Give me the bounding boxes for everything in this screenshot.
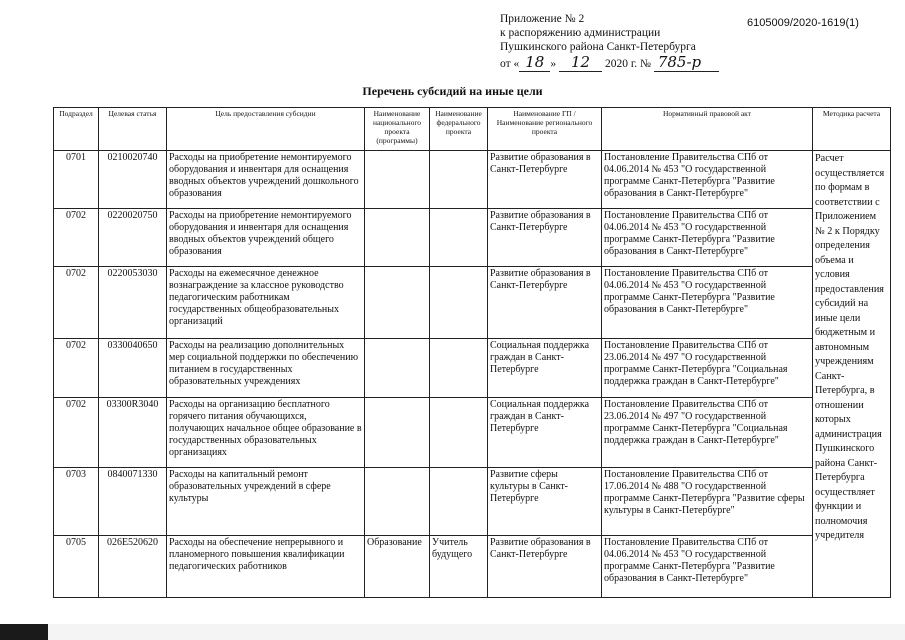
- cell-national: [365, 468, 430, 536]
- cell-subsection: 0703: [54, 468, 99, 536]
- table-row: [54, 536, 891, 598]
- scan-bottom-edge: [0, 624, 905, 640]
- appendix-number: Приложение № 2: [500, 13, 585, 25]
- subsidies-table: [53, 107, 891, 598]
- cell-article: 0210020740: [99, 151, 167, 209]
- date-year: 2020 г. №: [604, 58, 651, 70]
- cell-method: Расчет осуществляется по формам в соответствии с Приложением № 2 к Порядку определения объема и условия предоставления субсидий на иные цели бюджетным и автономным учреждениям Санкт-Петербурга, в отношении которых администрация Пушкинского района Санкт-Петербурга осуществляет функции и полномочия учредителя: [813, 151, 891, 598]
- table-row: [54, 267, 891, 339]
- cell-program: Развитие образования в Санкт-Петербурге: [488, 267, 602, 339]
- cell-subsection: 0702: [54, 267, 99, 339]
- table-row: [54, 398, 891, 468]
- cell-act: Постановление Правительства СПб от 04.06.2014 № 453 "О государственной программе Санкт-Петербурга "Развитие образования в Санкт-Петербурге": [602, 209, 813, 267]
- cell-national: Образование: [365, 536, 430, 598]
- date-month: 12: [559, 53, 602, 72]
- cell-article: 0220053030: [99, 267, 167, 339]
- cell-act: Постановление Правительства СПб от 23.06.2014 № 497 "О государственной программе Санкт-Петербурга "Социальная поддержка граждан в Санкт-Петербурге": [602, 398, 813, 468]
- col-header-method: Методика расчета: [813, 108, 891, 151]
- appendix-line-2: к распоряжению администрации: [500, 27, 661, 39]
- cell-goal: Расходы на реализацию дополнительных мер социальной поддержки по обеспечению питанием в государственных образовательных учреждениях: [167, 339, 365, 398]
- cell-goal: Расходы на приобретение немонтируемого оборудования и инвентаря для оснащения вводных объектов учреждений дошкольного образования: [167, 151, 365, 209]
- cell-article: 0840071330: [99, 468, 167, 536]
- cell-goal: Расходы на организацию бесплатного горячего питания обучающихся, получающих начальное общее образование в государственных образовательных организациях: [167, 398, 365, 468]
- cell-federal: [430, 267, 488, 339]
- cell-subsection: 0701: [54, 151, 99, 209]
- table-row: [54, 339, 891, 398]
- col-header-national-project: Наименование национального проекта (программы): [365, 108, 430, 151]
- cell-act: Постановление Правительства СПб от 04.06.2014 № 453 "О государственной программе Санкт-Петербурга "Развитие образования в Санкт-Петербурге": [602, 267, 813, 339]
- cell-national: [365, 209, 430, 267]
- cell-article: 0330040650: [99, 339, 167, 398]
- cell-federal: Учитель будущего: [430, 536, 488, 598]
- cell-act: Постановление Правительства СПб от 17.06.2014 № 488 "О государственной программе Санкт-Петербурга "Развитие сферы культуры в Санкт-Петербурге": [602, 468, 813, 536]
- cell-goal: Расходы на обеспечение непрерывного и планомерного повышения квалификации педагогических работников: [167, 536, 365, 598]
- cell-act: Постановление Правительства СПб от 04.06.2014 № 453 "О государственной программе Санкт-Петербурга "Развитие образования в Санкт-Петербурге": [602, 536, 813, 598]
- table-row: [54, 151, 891, 209]
- date-mid: »: [550, 58, 557, 70]
- order-number: 785-р: [654, 53, 719, 72]
- col-header-federal-project: Наименование федерального проекта: [430, 108, 488, 151]
- cell-goal: Расходы на приобретение немонтируемого оборудования и инвентаря для оснащения вводных объектов учреждений общего образования: [167, 209, 365, 267]
- cell-subsection: 0705: [54, 536, 99, 598]
- cell-goal: Расходы на капитальный ремонт образовательных учреждений в сфере культуры: [167, 468, 365, 536]
- cell-program: Развитие образования в Санкт-Петербурге: [488, 209, 602, 267]
- cell-article: 026E520620: [99, 536, 167, 598]
- cell-article: 0220020750: [99, 209, 167, 267]
- appendix-header: [500, 12, 719, 71]
- col-header-legal-act: Нормативный правовой акт: [602, 108, 813, 151]
- table-row: [54, 468, 891, 536]
- cell-national: [365, 267, 430, 339]
- table-header-row: [54, 108, 891, 151]
- cell-subsection: 0702: [54, 209, 99, 267]
- date-day: 18: [519, 53, 550, 72]
- cell-subsection: 0702: [54, 339, 99, 398]
- cell-federal: [430, 398, 488, 468]
- cell-program: Социальная поддержка граждан в Санкт-Петербурге: [488, 339, 602, 398]
- cell-national: [365, 398, 430, 468]
- col-header-article: Целевая статья: [99, 108, 167, 151]
- col-header-subsection: Подраздел: [54, 108, 99, 151]
- cell-subsection: 0702: [54, 398, 99, 468]
- cell-federal: [430, 468, 488, 536]
- cell-national: [365, 151, 430, 209]
- col-header-goal: Цель предоставления субсидии: [167, 108, 365, 151]
- cell-program: Развитие сферы культуры в Санкт-Петербурге: [488, 468, 602, 536]
- page-title: Перечень субсидий на иные цели: [362, 84, 543, 98]
- cell-act: Постановление Правительства СПб от 23.06.2014 № 497 "О государственной программе Санкт-Петербурга "Социальная поддержка граждан в Санкт-Петербурге": [602, 339, 813, 398]
- document-id: 6105009/2020-1619(1): [747, 17, 859, 29]
- cell-goal: Расходы на ежемесячное денежное вознаграждение за классное руководство педагогическим работникам государственных общеобразовательных организаций: [167, 267, 365, 339]
- appendix-line-3: Пушкинского района Санкт-Петербурга: [500, 41, 696, 53]
- cell-program: Развитие образования в Санкт-Петербурге: [488, 151, 602, 209]
- cell-federal: [430, 151, 488, 209]
- scan-page-edge: [48, 624, 905, 640]
- cell-program: Развитие образования в Санкт-Петербурге: [488, 536, 602, 598]
- cell-national: [365, 339, 430, 398]
- date-prefix: от «: [500, 58, 520, 70]
- table-row: [54, 209, 891, 267]
- cell-act: Постановление Правительства СПб от 04.06.2014 № 453 "О государственной программе Санкт-Петербурга "Развитие образования в Санкт-Петербурге": [602, 151, 813, 209]
- appendix-date-line: [500, 55, 719, 71]
- col-header-program: Наименование ГП / Наименование регионального проекта: [488, 108, 602, 151]
- cell-program: Социальная поддержка граждан в Санкт-Петербурге: [488, 398, 602, 468]
- cell-article: 03300R3040: [99, 398, 167, 468]
- cell-federal: [430, 209, 488, 267]
- cell-federal: [430, 339, 488, 398]
